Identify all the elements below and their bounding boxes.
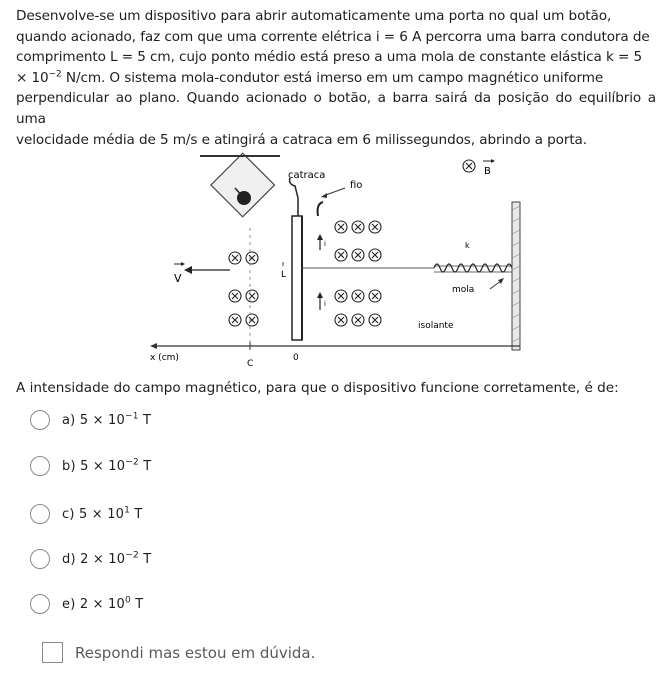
option-e-radio[interactable] bbox=[30, 594, 50, 614]
k-label: k bbox=[465, 241, 470, 250]
option-mantissa: 2 × 10 bbox=[80, 551, 126, 567]
option-letter: d) bbox=[62, 551, 76, 567]
statement-line: quando acionado, faz com que uma corrente elétrica i = 6 A percorra uma barra condutora de bbox=[16, 28, 650, 45]
option-mantissa: 5 × 10 bbox=[78, 506, 125, 522]
option-exponent: −1 bbox=[124, 411, 139, 422]
option-a-text bbox=[62, 413, 151, 428]
statement-line: velocidade média de 5 m/s e atingirá a catraca em 6 milissegundos, abrindo a porta. bbox=[16, 131, 588, 148]
statement-line: Desenvolve-se um dispositivo para abrir automaticamente uma porta no qual um botão, bbox=[16, 8, 612, 24]
fio-label: fio bbox=[350, 180, 363, 191]
mola-arrowhead bbox=[498, 278, 504, 284]
option-unit: T bbox=[138, 412, 152, 428]
option-c[interactable] bbox=[30, 502, 143, 526]
option-a-radio[interactable] bbox=[30, 410, 50, 430]
b-label: B bbox=[484, 166, 491, 177]
doubt-toggle[interactable] bbox=[42, 642, 315, 663]
option-letter: e) bbox=[62, 596, 76, 612]
option-letter: b) bbox=[62, 458, 76, 474]
option-letter: a) bbox=[62, 412, 76, 428]
statement-line: comprimento L = 5 cm, cujo ponto médio está preso a uma mola de constante elástica k = 5 bbox=[16, 49, 643, 66]
field-markers-right bbox=[335, 221, 381, 326]
isolante-label: isolante bbox=[418, 321, 454, 331]
option-c-radio[interactable] bbox=[30, 504, 50, 524]
option-letter: c) bbox=[62, 506, 75, 522]
zero-label: 0 bbox=[293, 353, 299, 363]
i-label: i bbox=[324, 240, 326, 248]
i-label: i bbox=[324, 300, 326, 308]
question-text: A intensidade do campo magnético, para que o dispositivo funcione corretamente, é de: bbox=[16, 380, 619, 396]
current-arrowhead bbox=[317, 292, 323, 298]
doubt-checkbox[interactable] bbox=[42, 642, 63, 663]
option-c-text bbox=[62, 507, 143, 522]
fio-arrowhead bbox=[321, 193, 327, 198]
problem-statement bbox=[16, 6, 656, 150]
spring-mola bbox=[434, 264, 512, 272]
option-d-text bbox=[62, 552, 151, 567]
b-vector-arrowhead bbox=[491, 159, 495, 163]
velocity-arrowhead bbox=[184, 266, 192, 274]
statement-line-part: × 10 bbox=[16, 69, 49, 86]
conductor-bar bbox=[292, 216, 302, 340]
statement-line bbox=[16, 68, 656, 89]
option-b-radio[interactable] bbox=[30, 456, 50, 476]
option-e-text bbox=[62, 597, 143, 612]
statement-line: perpendicular ao plano. Quando acionado o botão, a barra sairá da posição do equilíbrio a uma bbox=[16, 90, 656, 127]
doubt-label: Respondi mas estou em dúvida. bbox=[75, 643, 316, 662]
option-exponent: 0 bbox=[125, 595, 131, 606]
option-exponent: −2 bbox=[125, 457, 139, 468]
option-unit: T bbox=[138, 551, 152, 567]
exponent: −2 bbox=[48, 69, 62, 80]
option-a[interactable] bbox=[30, 408, 151, 432]
option-unit: T bbox=[130, 506, 143, 522]
fio-curve bbox=[318, 202, 323, 216]
device-diagram bbox=[140, 150, 530, 375]
option-unit: T bbox=[138, 458, 152, 474]
option-b-text bbox=[62, 459, 151, 474]
option-d-radio[interactable] bbox=[30, 549, 50, 569]
c-label: C bbox=[247, 359, 254, 369]
field-markers-left bbox=[229, 252, 258, 326]
option-exponent: 1 bbox=[124, 505, 131, 516]
b-field-symbol bbox=[463, 160, 475, 172]
mola-label: mola bbox=[452, 285, 475, 295]
catraca-label: catraca bbox=[288, 170, 326, 181]
option-unit: T bbox=[130, 596, 144, 612]
statement-line-part: N/cm. O sistema mola-condutor está imerso em um campo magnético uniforme bbox=[61, 69, 604, 86]
option-exponent: −2 bbox=[125, 550, 139, 561]
option-b[interactable] bbox=[30, 454, 151, 478]
device-figure bbox=[140, 150, 530, 375]
option-mantissa: 5 × 10 bbox=[80, 458, 126, 474]
v-vector-arrowhead bbox=[181, 262, 185, 266]
option-mantissa: 2 × 10 bbox=[79, 596, 125, 612]
x-axis-arrowhead bbox=[150, 343, 157, 349]
current-arrowhead bbox=[317, 234, 323, 240]
v-label: V bbox=[174, 272, 182, 285]
option-d[interactable] bbox=[30, 547, 151, 571]
x-axis-label: x (cm) bbox=[150, 353, 179, 363]
l-label: L bbox=[281, 270, 287, 280]
option-e[interactable] bbox=[30, 592, 143, 616]
catraca-diamond bbox=[211, 153, 275, 217]
option-mantissa: 5 × 10 bbox=[79, 412, 125, 428]
